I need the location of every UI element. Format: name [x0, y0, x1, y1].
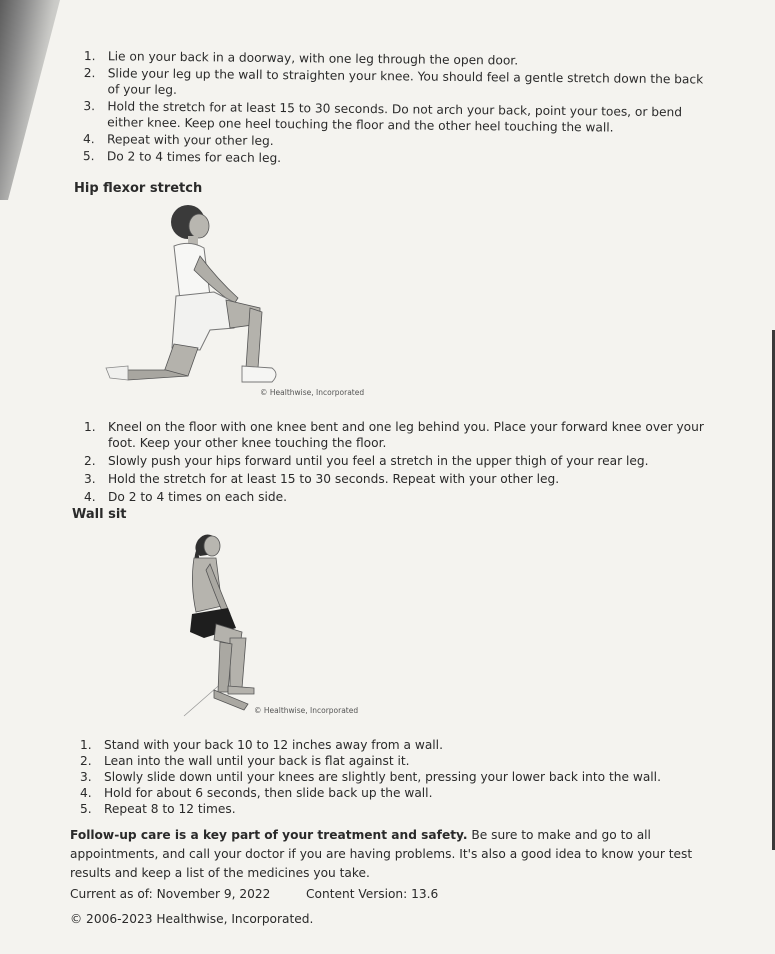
step-number: 1. [84, 420, 96, 434]
wall-sit-credit: © Healthwise, Incorporated [254, 706, 359, 715]
list-item [83, 98, 713, 137]
step-number: 3. [80, 770, 92, 784]
list-item [84, 471, 724, 487]
step-number: 5. [82, 148, 95, 164]
followup-paragraph [70, 826, 710, 883]
step-text: Stand with your back 10 to 12 inches away from a wall. [104, 738, 443, 752]
list-item [80, 801, 720, 817]
step-text: Lean into the wall until your back is flat against it. [104, 754, 410, 768]
step-text: Lie on your back in a doorway, with one leg through the open door. [107, 49, 519, 68]
wall-sit-heading: Wall sit [72, 507, 127, 522]
list-item [84, 419, 724, 451]
step-number: 4. [80, 786, 92, 800]
content-version: Content Version: 13.6 [306, 887, 439, 901]
copyright: © 2006-2023 Healthwise, Incorporated. [70, 912, 314, 926]
step-text: Hold the stretch for at least 15 to 30 seconds. Do not arch your back, point your toes, or bend either knee. Keep one heel touching the floor and the other heel touching the wall. [107, 99, 683, 135]
wall-sit-illustration [170, 528, 370, 720]
followup-text: Be sure to make and go to all appointments, and call your doctor if you are having problems. It's also a good idea to know your test results and keep a list of the medicines you take. [70, 828, 693, 880]
step-number: 2. [80, 754, 92, 768]
step-number: 3. [84, 472, 96, 486]
wall-sit-steps [80, 737, 720, 817]
list-item [83, 65, 713, 104]
step-text: Repeat 8 to 12 times. [104, 802, 236, 816]
current-as-of: Current as of: November 9, 2022 [70, 887, 271, 901]
kneeling-woman-figure [100, 200, 370, 400]
step-number: 5. [80, 802, 92, 816]
list-item [80, 753, 720, 769]
step-text: Hold the stretch for at least 15 to 30 seconds. Repeat with your other leg. [108, 472, 560, 486]
step-number: 4. [82, 131, 95, 147]
wall-sit-woman-figure [170, 528, 370, 720]
hip-flexor-credit: © Healthwise, Incorporated [260, 388, 365, 397]
step-number: 3. [83, 98, 96, 114]
step-number: 4. [84, 490, 96, 504]
step-text: Slowly slide down until your knees are slightly bent, pressing your lower back into the wall. [104, 770, 661, 784]
step-number: 2. [83, 65, 96, 81]
step-text: Repeat with your other leg. [106, 132, 274, 148]
step-number: 1. [83, 48, 96, 64]
list-item [84, 489, 724, 505]
followup-bold: Follow-up care is a key part of your treatment and safety. [70, 828, 468, 842]
page-shadow [0, 0, 64, 200]
step-text: Slide your leg up the wall to straighten your knee. You should feel a gentle stretch down the back of your leg. [107, 66, 704, 97]
hip-flexor-heading: Hip flexor stretch [74, 181, 203, 196]
hip-flexor-illustration [100, 200, 370, 400]
hamstring-steps [83, 48, 714, 172]
list-item [80, 769, 720, 785]
step-text: Do 2 to 4 times for each leg. [106, 149, 282, 166]
hip-flexor-steps [84, 419, 724, 507]
step-number: 1. [80, 738, 92, 752]
list-item [80, 737, 720, 753]
step-number: 2. [84, 454, 96, 468]
step-text: Hold for about 6 seconds, then slide back up the wall. [104, 786, 433, 800]
list-item [80, 785, 720, 801]
list-item [84, 453, 724, 469]
step-text: Slowly push your hips forward until you feel a stretch in the upper thigh of your rear leg. [108, 454, 649, 468]
step-text: Do 2 to 4 times on each side. [108, 490, 288, 504]
step-text: Kneel on the floor with one knee bent and one leg behind you. Place your forward knee over your foot. Keep your other knee touching the floor. [108, 420, 704, 450]
